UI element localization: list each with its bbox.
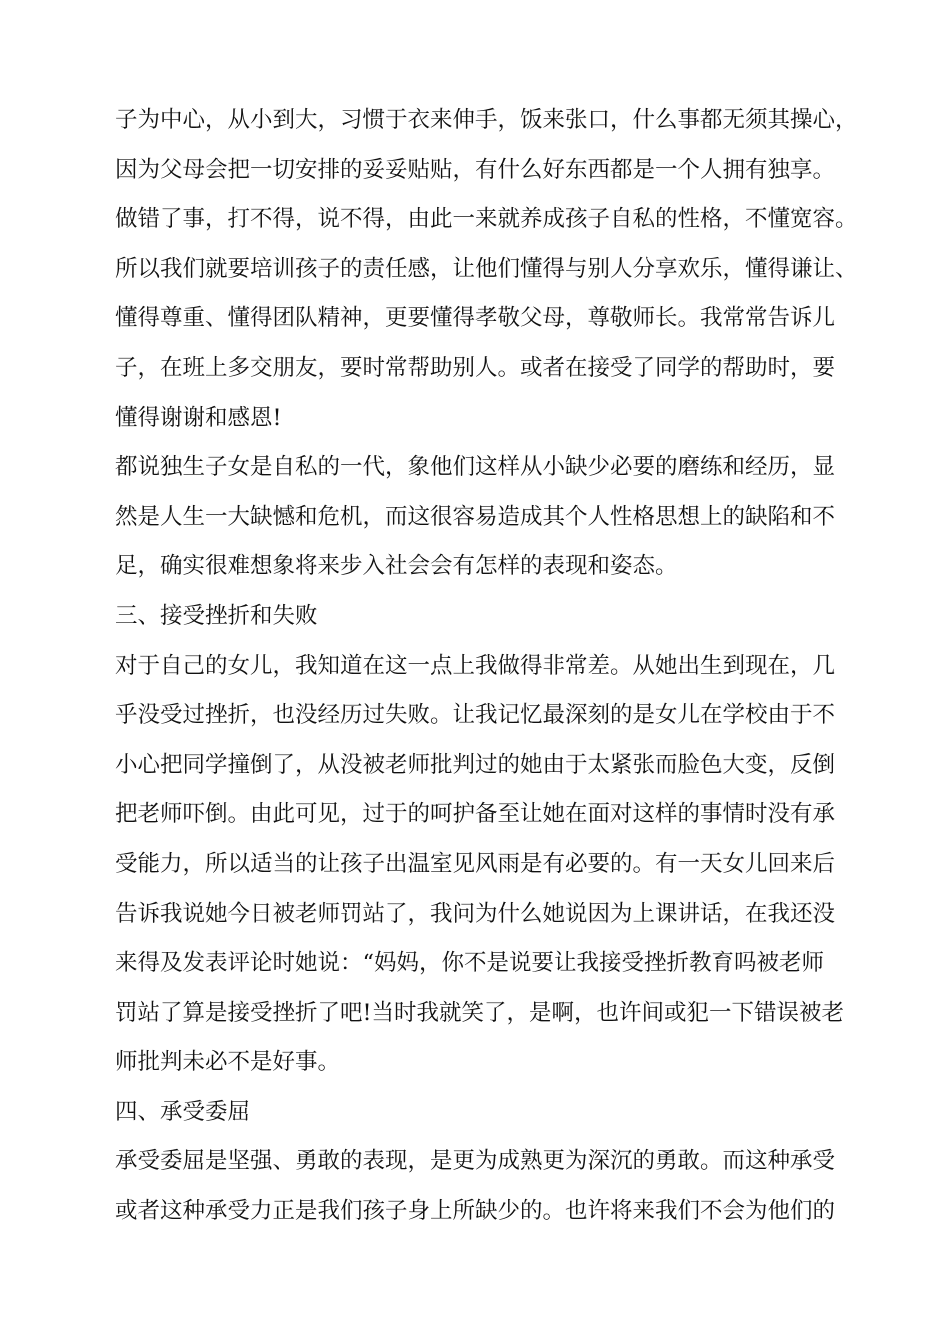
text-line: 把老师吓倒。由此可见，过于的呵护备至让她在面对这样的事情时没有承	[115, 801, 836, 828]
text-line: 子为中心，从小到大，习惯于衣来伸手，饭来张口，什么事都无须其操心，	[115, 107, 858, 133]
text-line: 来得及发表评论时她说：“妈妈，你不是说要让我接受挫折教育吗被老师	[115, 950, 825, 977]
text-line: 师批判未必不是好事。	[115, 1049, 341, 1076]
text-line: 做错了事，打不得，说不得，由此一来就养成孩子自私的性格，不懂宽容。	[115, 206, 858, 233]
text-line: 足，确实很难想象将来步入社会会有怎样的表现和姿态。	[115, 553, 678, 580]
text-line: 子，在班上多交朋友，要时常帮助别人。或者在接受了同学的帮助时，要	[115, 354, 836, 381]
text-line: 或者这种承受力正是我们孩子身上所缺少的。也许将来我们不会为他们的	[115, 1198, 836, 1225]
text-line: 懂得尊重、懂得团队精神，更要懂得孝敬父母，尊敬师长。我常常告诉儿	[115, 305, 836, 332]
section-heading: 三、接受挫折和失败	[115, 602, 318, 629]
text-line: 承受委屈是坚强、勇敢的表现，是更为成熟更为深沉的勇敢。而这种承受	[115, 1148, 836, 1175]
text-line: 然是人生一大缺憾和危机，而这很容易造成其个人性格思想上的缺陷和不	[115, 503, 836, 530]
text-line: 罚站了算是接受挫折了吧!当时我就笑了，是啊，也许间或犯一下错误被老	[115, 999, 845, 1026]
text-line: 都说独生子女是自私的一代，象他们这样从小缺少必要的磨练和经历，显	[115, 454, 836, 481]
text-line: 对于自己的女儿，我知道在这一点上我做得非常差。从她出生到现在，几	[115, 652, 836, 679]
text-line: 因为父母会把一切安排的妥妥贴贴，有什么好东西都是一个人拥有独享。	[115, 156, 836, 183]
section-heading: 四、承受委屈	[115, 1098, 251, 1125]
text-line: 懂得谢谢和感恩!	[115, 404, 282, 431]
text-line: 乎没受过挫折，也没经历过失败。让我记忆最深刻的是女儿在学校由于不	[115, 702, 836, 729]
document-body	[115, 96, 858, 1237]
text-line: 告诉我说她今日被老师罚站了，我问为什么她说因为上课讲话，在我还没	[115, 900, 836, 927]
text-line: 小心把同学撞倒了，从没被老师批判过的她由于太紧张而脸色大变，反倒	[115, 751, 836, 778]
text-line: 受能力，所以适当的让孩子出温室见风雨是有必要的。有一天女儿回来后	[115, 850, 836, 877]
text-line: 所以我们就要培训孩子的责任感，让他们懂得与别人分享欢乐，懂得谦让、	[115, 255, 858, 282]
